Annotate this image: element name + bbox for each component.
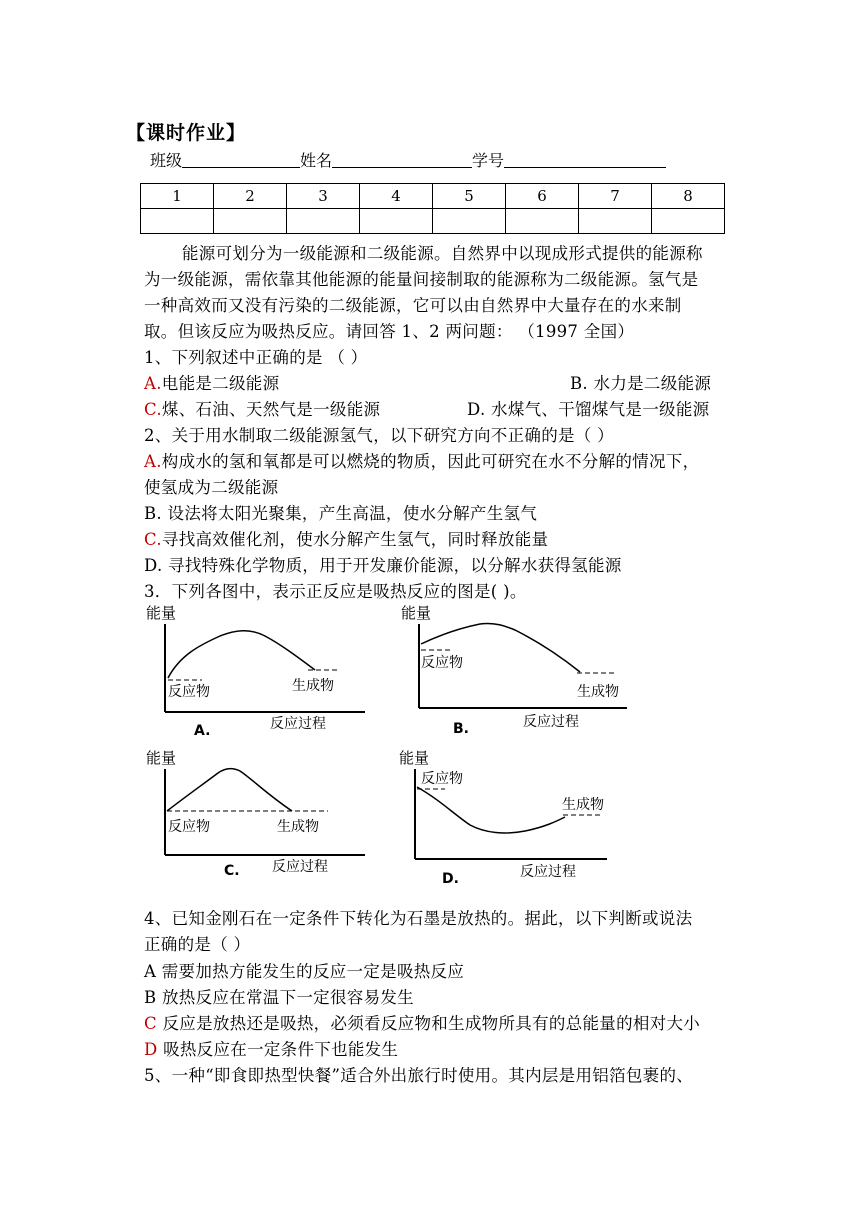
student-info-line <box>150 148 666 171</box>
name-label: 姓名 <box>300 151 333 170</box>
energy-axis-label: 能量 <box>146 604 177 622</box>
answer-table <box>140 183 725 234</box>
question-5-stem: 5、一种“即食即热型快餐”适合外出旅行时使用。其内层是用铝箔包裹的、 <box>144 1066 694 1085</box>
q4-option-a[interactable]: A 需要加热方能发生的反应一定是吸热反应 <box>144 962 465 981</box>
passage-line: 能源可划分为一级能源和二级能源。自然界中以现成形式提供的能源称 <box>182 244 703 263</box>
q1-option-c[interactable] <box>144 396 380 420</box>
q2-option-a[interactable] <box>144 448 699 472</box>
answer-cell[interactable] <box>360 209 433 234</box>
x-axis-label: 反应过程 <box>520 864 576 880</box>
q1-option-b[interactable]: B. 水力是二级能源 <box>570 374 712 393</box>
answer-table-header-row <box>141 184 725 209</box>
q2-option-b[interactable]: B. 设法将太阳光聚集，产生高温，使水分解产生氢气 <box>144 504 538 523</box>
passage-line: 取。但该反应为吸热反应。请回答 1、2 两问题： （1997 全国） <box>144 322 635 341</box>
passage-line: 一种高效而又没有污染的二级能源，它可以由自然界中大量存在的水来制 <box>144 296 682 315</box>
answer-header-cell: 3 <box>287 184 360 209</box>
option-letter: C <box>144 1014 157 1033</box>
option-text: 吸热反应在一定条件下也能发生 <box>157 1040 399 1059</box>
option-text: 电能是二级能源 <box>161 374 280 393</box>
page-title: 【课时作业】 <box>126 122 247 144</box>
q4-option-b[interactable]: B 放热反应在常温下一定很容易发生 <box>144 988 414 1007</box>
q1-option-d[interactable]: D. 水煤气、干馏煤气是一级能源 <box>467 400 710 419</box>
diagram-label: A. <box>194 723 211 739</box>
energy-curve <box>167 769 292 811</box>
diagram-label: C. <box>224 863 240 879</box>
option-text: 构成水的氢和氧都是可以燃烧的物质，因此可研究在水不分解的情况下， <box>161 452 700 471</box>
answer-cell[interactable] <box>433 209 506 234</box>
reactant-label: 反应物 <box>421 771 463 787</box>
energy-diagram-a[interactable] <box>140 600 370 745</box>
energy-diagram-d[interactable] <box>395 745 635 890</box>
product-label: 生成物 <box>277 819 319 835</box>
answer-header-cell: 7 <box>579 184 652 209</box>
answer-header-cell: 4 <box>360 184 433 209</box>
energy-diagram-c[interactable] <box>140 745 370 885</box>
answer-header-cell: 8 <box>652 184 725 209</box>
option-letter: D <box>144 1040 158 1059</box>
answer-cell[interactable] <box>579 209 652 234</box>
product-label: 生成物 <box>292 678 334 694</box>
diagram-label: B. <box>453 721 469 737</box>
energy-diagram-b[interactable] <box>395 600 635 745</box>
answer-header-cell: 5 <box>433 184 506 209</box>
question-3-stem: 3．下列各图中，表示正反应是吸热反应的图是( )。 <box>144 582 527 601</box>
option-text: 煤、石油、天然气是一级能源 <box>161 400 381 419</box>
answer-cell[interactable] <box>506 209 579 234</box>
id-blank[interactable] <box>504 152 666 168</box>
x-axis-label: 反应过程 <box>272 859 328 875</box>
answer-cell[interactable] <box>287 209 360 234</box>
answer-header-cell: 2 <box>214 184 287 209</box>
q4-option-c[interactable] <box>144 1010 700 1034</box>
answer-table-input-row <box>141 209 725 234</box>
question-4-stem-cont: 正确的是（ ） <box>144 935 251 954</box>
answer-header-cell: 1 <box>141 184 214 209</box>
option-letter: C. <box>144 400 162 419</box>
name-blank[interactable] <box>332 152 472 168</box>
q2-option-c[interactable] <box>144 526 548 550</box>
question-1-stem: 1、下列叙述中正确的是 （ ） <box>144 348 368 367</box>
class-blank[interactable] <box>182 152 300 168</box>
energy-curve <box>417 787 565 833</box>
energy-axis-label: 能量 <box>399 749 430 767</box>
option-text: 反应是放热还是吸热，必须看反应物和生成物所具有的总能量的相对大小 <box>156 1014 701 1033</box>
reactant-label: 反应物 <box>421 655 463 671</box>
diagram-label: D. <box>442 871 459 887</box>
q4-option-d[interactable] <box>144 1036 398 1060</box>
answer-cell[interactable] <box>652 209 725 234</box>
product-label: 生成物 <box>577 684 619 700</box>
class-label: 班级 <box>150 151 183 170</box>
answer-cell[interactable] <box>141 209 214 234</box>
energy-axis-label: 能量 <box>146 749 177 767</box>
option-letter: C. <box>144 530 162 549</box>
x-axis-label: 反应过程 <box>270 716 326 732</box>
passage-line: 为一级能源，需依靠其他能源的能量间接制取的能源称为二级能源。氢气是 <box>144 270 699 289</box>
q2-option-d[interactable]: D. 寻找特殊化学物质，用于开发廉价能源，以分解水获得氢能源 <box>144 556 622 575</box>
q1-option-a[interactable] <box>144 370 279 394</box>
option-letter: A. <box>144 452 162 471</box>
question-2-stem: 2、关于用水制取二级能源氢气，以下研究方向不正确的是（ ） <box>144 426 614 445</box>
answer-cell[interactable] <box>214 209 287 234</box>
energy-axis-label: 能量 <box>401 604 432 622</box>
option-text: 寻找高效催化剂，使水分解产生氢气，同时释放能量 <box>161 530 549 549</box>
question-4-stem: 4、已知金刚石在一定条件下转化为石墨是放热的。据此，以下判断或说法 <box>144 909 693 928</box>
q2-option-a-cont: 使氢成为二级能源 <box>144 478 279 497</box>
reactant-label: 反应物 <box>168 684 210 700</box>
energy-curve <box>168 631 315 678</box>
option-letter: A. <box>144 374 162 393</box>
product-label: 生成物 <box>562 797 604 813</box>
id-label: 学号 <box>472 151 505 170</box>
reactant-label: 反应物 <box>168 819 210 835</box>
x-axis-label: 反应过程 <box>523 714 579 730</box>
answer-header-cell: 6 <box>506 184 579 209</box>
